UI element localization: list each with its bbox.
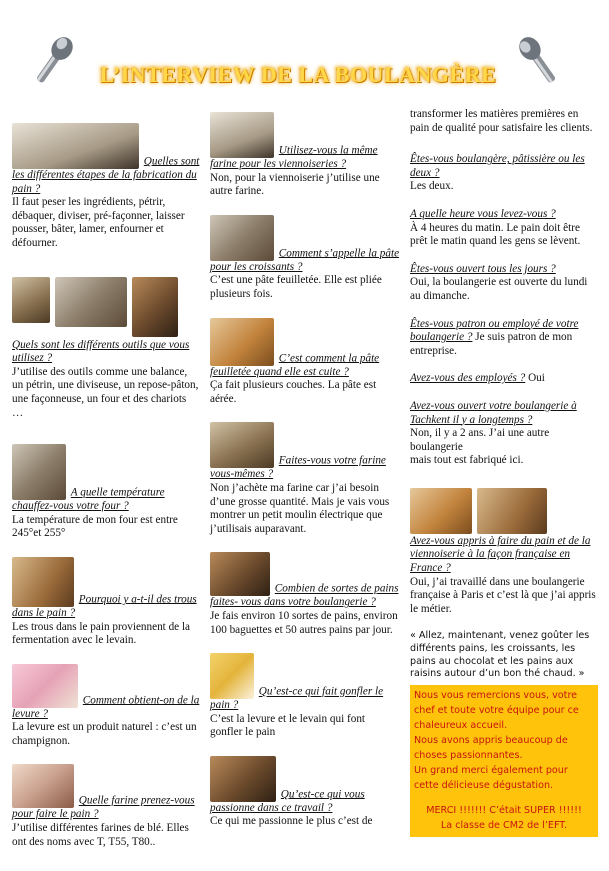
question: Êtes-vous ouvert tous les jours ? bbox=[410, 262, 556, 275]
microphone-icon bbox=[508, 32, 568, 87]
qa-item bbox=[12, 764, 200, 849]
answer: Non j’achète ma farine car j’ai besoin d’une grosse quantité. Mais je vais vous montrer un petit moulin électrique que j’utilisais auparavant. bbox=[210, 481, 390, 535]
continued-text bbox=[410, 108, 598, 135]
photo-bakery bbox=[12, 123, 139, 169]
invitation-quote: « Allez, maintenant, venez goûter les différents pains, les croissants, les pains au chocolat et les pains aux raisins autour d’un bon thé chaud. » bbox=[410, 630, 590, 680]
answer: Oui bbox=[528, 372, 545, 385]
qa-item bbox=[12, 123, 200, 251]
photo-oven bbox=[12, 444, 66, 500]
thanks-paragraph: Nous vous remercions vous, votre chef et toute votre équipe pour ce chaleureux accueil. bbox=[414, 689, 579, 731]
question: Qu’est-ce qui vous passionne dans ce travail ? bbox=[210, 788, 365, 814]
question: Pourquoi y a-t-il des trous dans le pain ? bbox=[12, 593, 197, 619]
photo-tools bbox=[12, 277, 50, 323]
answer: C’est une pâte feuilletée. Elle est pliée plusieurs fois. bbox=[210, 274, 382, 300]
answer: Ce qui me passionne le plus c’est de bbox=[210, 815, 373, 828]
photo-croissant bbox=[210, 318, 274, 366]
photo-rising bbox=[210, 653, 254, 699]
answer: J’utilise différentes farines de blé. Elles ont des noms avec T, T55, T80.. bbox=[12, 822, 189, 848]
qa-item bbox=[12, 664, 200, 749]
thanks-paragraph: Un grand merci également pour cette délicieuse dégustation. bbox=[414, 764, 568, 791]
qa-item bbox=[410, 318, 598, 359]
answer: Il faut peser les ingrédients, pétrir, débaquer, diviser, pré-façonner, laisser pousser, bâter, lamer, enfourner et défourner. bbox=[12, 196, 185, 249]
qa-item bbox=[210, 422, 400, 536]
answer: À 4 heures du matin. Le pain doit être prêt le matin quand les gens se lèvent. bbox=[410, 221, 581, 248]
question: Avez-vous appris à faire du pain et de la viennoiserie à la façon française en France ? bbox=[410, 534, 591, 575]
answer: Non, il y a 2 ans. J’ai une autre boulangerie bbox=[410, 427, 550, 453]
answer: La température de mon four est entre 245°et 255° bbox=[12, 513, 178, 540]
thanks-line: MERCI !!!!!!! C’était SUPER !!!!!! bbox=[426, 804, 582, 816]
qa-item bbox=[410, 263, 598, 304]
answer: Oui, la boulangerie est ouverte du lundi au dimanche. bbox=[410, 276, 588, 302]
qa-item bbox=[12, 444, 200, 541]
photo-breads bbox=[210, 552, 270, 596]
photo-bread bbox=[12, 557, 74, 607]
photo-mill bbox=[210, 422, 274, 468]
qa-item bbox=[410, 488, 598, 617]
qa-item bbox=[12, 277, 200, 421]
photo-bakery-shop bbox=[210, 756, 276, 802]
question: Combien de sortes de pains faites- vous dans votre boulangerie ? bbox=[210, 582, 399, 609]
column-right bbox=[410, 108, 598, 837]
thanks-paragraph: Nous avons appris beaucoup de choses passionnantes. bbox=[414, 734, 568, 761]
photo-pastries bbox=[477, 488, 547, 534]
question: Quelles sont les différentes étapes de la fabrication du pain ? bbox=[12, 155, 200, 195]
photo-tools bbox=[132, 277, 178, 337]
question: Avez-vous ouvert votre boulangerie à Tachkent il y a longtemps ? bbox=[410, 399, 577, 426]
qa-item bbox=[210, 756, 400, 829]
photo-croissants bbox=[410, 488, 472, 534]
photo-flour bbox=[210, 112, 274, 158]
answer: Oui, j’ai travaillé dans une boulangerie française à Paris et c’est là que j’ai appris le métier. bbox=[410, 575, 596, 615]
column-middle bbox=[210, 108, 400, 843]
qa-item bbox=[410, 208, 598, 249]
answer: transformer les matières premières en pain de qualité pour satisfaire les clients. bbox=[410, 108, 593, 134]
microphone-icon bbox=[24, 32, 84, 87]
answer: Non, pour la viennoiserie j’utilise une autre farine. bbox=[210, 171, 380, 198]
thank-you-box bbox=[410, 685, 598, 837]
question: Quels sont les différents outils que vous utilisez ? bbox=[12, 338, 190, 365]
signature-line: La classe de CM2 de l’EFT. bbox=[440, 819, 568, 831]
qa-item bbox=[12, 557, 200, 648]
answer: J’utilise des outils comme une balance, un pétrin, une diviseuse, un repose-pâton, une façonneuse, un four et des chariots … bbox=[12, 365, 199, 419]
answer: Je suis patron de mon entreprise. bbox=[410, 331, 573, 357]
qa-item bbox=[210, 318, 400, 407]
page-title: L’INTERVIEW DE LA BOULANGÈRE bbox=[99, 62, 497, 87]
photo-yeast bbox=[12, 664, 78, 708]
question: Qu’est-ce qui fait gonfler le pain ? bbox=[210, 685, 384, 712]
question: Utilisez-vous la même farine pour les viennoiseries ? bbox=[210, 144, 378, 170]
qa-item bbox=[410, 400, 598, 468]
qa-item bbox=[410, 372, 598, 386]
question: Comment obtient-on de la levure ? bbox=[12, 694, 200, 720]
question: Faites-vous votre farine vous-mêmes ? bbox=[210, 454, 386, 481]
qa-item bbox=[410, 153, 598, 194]
answer: mais tout est fabriqué ici. bbox=[410, 454, 524, 467]
question: Êtes-vous patron ou employé de votre boulangerie ? bbox=[410, 317, 579, 344]
qa-item bbox=[210, 653, 400, 740]
answer: La levure est un produit naturel : c’est un champignon. bbox=[12, 721, 197, 747]
question: Comment s’appelle la pâte pour les croissants ? bbox=[210, 247, 400, 273]
qa-item bbox=[210, 112, 400, 199]
answer: Je fais environ 10 sortes de pains, environ 100 baguettes et 50 autres pains par jour. bbox=[210, 609, 398, 636]
column-left bbox=[12, 108, 200, 863]
qa-item bbox=[210, 552, 400, 637]
photo-class bbox=[12, 764, 74, 808]
question: Êtes-vous boulangère, pâtissière ou les deux ? bbox=[410, 153, 585, 179]
question: A quelle température chauffez-vous votre four ? bbox=[12, 486, 165, 513]
question: A quelle heure vous levez-vous ? bbox=[410, 207, 556, 220]
photo-tools bbox=[55, 277, 127, 327]
answer: Les trous dans le pain proviennent de la fermentation avec le levain. bbox=[12, 620, 191, 647]
answer: Les deux. bbox=[410, 180, 454, 193]
question: Avez-vous des employés ? bbox=[410, 372, 526, 385]
question: C’est comment la pâte feuilletée quand elle est cuite ? bbox=[210, 351, 380, 378]
photo-dough bbox=[210, 215, 274, 261]
answer: Ça fait plusieurs couches. La pâte est aérée. bbox=[210, 379, 377, 405]
answer: C’est la levure et le levain qui font gonfler le pain bbox=[210, 712, 366, 739]
qa-item bbox=[210, 215, 400, 302]
question: Quelle farine prenez-vous pour faire le pain ? bbox=[12, 794, 195, 821]
